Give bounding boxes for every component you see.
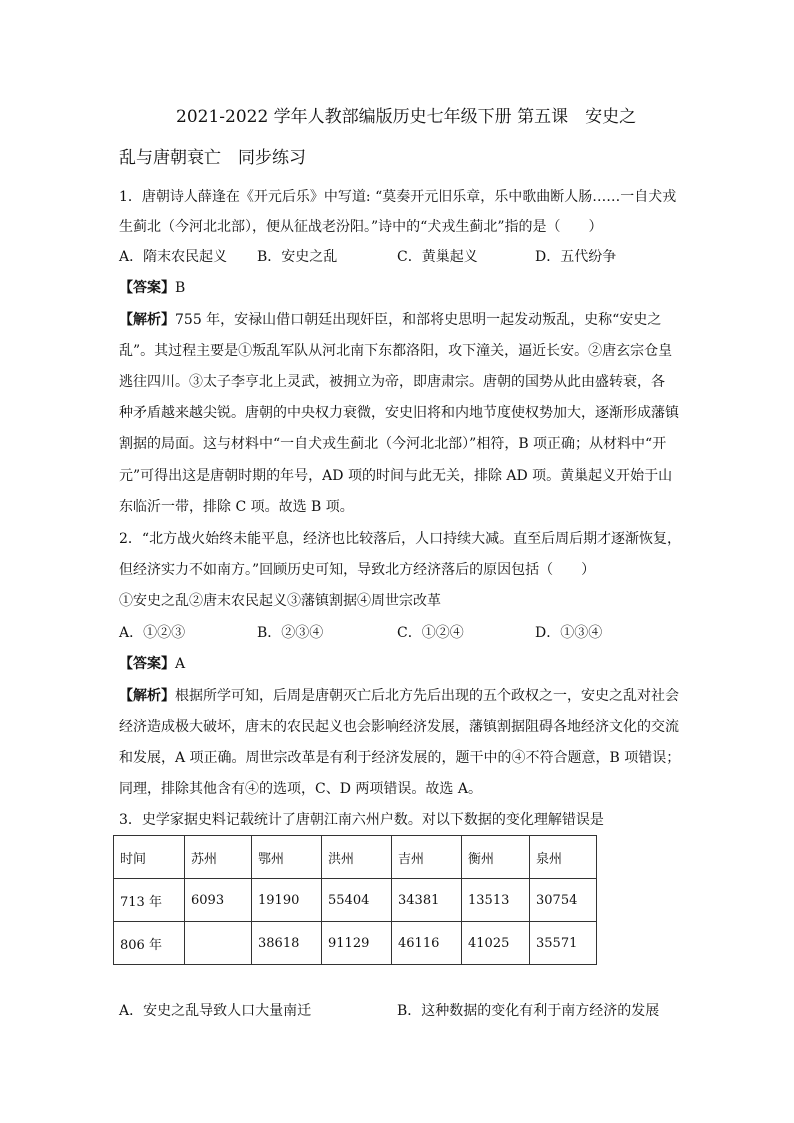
q1-options xyxy=(119,247,679,267)
q2-items: ①安史之乱②唐末农民起义③藩镇割据④周世宗改革 xyxy=(119,593,441,609)
q1-analysis-line2: 乱”。其过程主要是①叛乱军队从河北南下东都洛阳，攻下潼关，逼近长安。②唐玄宗仓皇 xyxy=(119,343,673,359)
q2-option-a: A．①②③ xyxy=(119,625,186,641)
q2-answer xyxy=(119,654,185,674)
q1-option-a: A．隋末农民起义 xyxy=(119,249,228,265)
table-header-row xyxy=(114,836,597,879)
table-cell: 35571 xyxy=(530,922,597,965)
table-cell: 713 年 xyxy=(114,879,185,922)
table-cell: 38618 xyxy=(252,922,322,965)
q2-analysis-line3: 和发展，A 项正确。周世宗改革是有利于经济发展的，题干中的④不符合题意，B 项错误； xyxy=(119,750,681,766)
table-header-cell: 衡州 xyxy=(462,836,530,879)
analysis-text: 755 年，安禄山借口朝廷出现奸臣，和部将史思明一起发动叛乱，史称“安史之 xyxy=(175,312,662,328)
table-cell: 13513 xyxy=(462,879,530,922)
q1-analysis-line3: 逃往四川。③太子李亨北上灵武，被拥立为帝，即唐肃宗。唐朝的国势从此由盛转衰，各 xyxy=(119,374,665,390)
table-header-cell: 洪州 xyxy=(322,836,392,879)
table-cell: 806 年 xyxy=(114,922,185,965)
table-header-cell: 鄂州 xyxy=(252,836,322,879)
q1-analysis-line6: 元”可得出这是唐朝时期的年号，AD 项的时间与此无关，排除 AD 项。黄巢起义开始于山 xyxy=(119,468,673,484)
table-header-cell: 泉州 xyxy=(530,836,597,879)
q3-option-a: A．安史之乱导致人口大量南迁 xyxy=(119,1003,312,1019)
analysis-tag: 【解析】 xyxy=(119,312,175,328)
q1-analysis-line5: 割据的局面。这与材料中“一自犬戎生蓟北（今河北北部）”相符，B 项正确；从材料中“开 xyxy=(119,436,667,452)
q1-answer xyxy=(119,278,185,298)
q2-analysis-line2: 经济造成极大破坏，唐末的农民起义也会影响经济发展，藩镇割据阻碍各地经济文化的交流 xyxy=(119,719,679,735)
q1-option-c: C．黄巢起义 xyxy=(397,249,478,265)
table-cell: 6093 xyxy=(185,879,252,922)
table-cell: 55404 xyxy=(322,879,392,922)
q1-stem-line1: 1．唐朝诗人薛逢在《开元后乐》中写道: “莫奏开元旧乐章，乐中歌曲断人肠……一自犬戎 xyxy=(119,189,677,205)
answer-value: B xyxy=(175,280,186,296)
table-cell: 46116 xyxy=(392,922,462,965)
answer-tag: 【答案】 xyxy=(119,280,175,296)
table-cell: 19190 xyxy=(252,879,322,922)
table-cell: 30754 xyxy=(530,879,597,922)
analysis-text: 根据所学可知，后周是唐朝灭亡后北方先后出现的五个政权之一，安史之乱对社会 xyxy=(175,688,679,704)
q2-option-b: B．②③④ xyxy=(257,625,324,641)
q1-option-d: D．五代纷争 xyxy=(535,249,617,265)
q3-options xyxy=(119,1001,679,1021)
table-cell: 34381 xyxy=(392,879,462,922)
table-header-cell: 吉州 xyxy=(392,836,462,879)
q2-stem-line2: 但经济实力不如南方。”回顾历史可知，导致北方经济落后的原因包括（ ） xyxy=(119,562,596,578)
table-row xyxy=(114,922,597,965)
table-cell: 91129 xyxy=(322,922,392,965)
q3-stem: 3．史学家据史料记载统计了唐朝江南六州户数。对以下数据的变化理解错误是 xyxy=(119,812,604,828)
q2-option-c: C．①②④ xyxy=(397,625,464,641)
q2-option-d: D．①③④ xyxy=(535,625,603,641)
table-header-cell: 时间 xyxy=(114,836,185,879)
table-header-cell: 苏州 xyxy=(185,836,252,879)
q1-analysis-line7: 东临沂一带，排除 C 项。故选 B 项。 xyxy=(119,499,354,515)
table-row xyxy=(114,879,597,922)
q3-option-b: B．这种数据的变化有利于南方经济的发展 xyxy=(397,1003,660,1019)
q2-analysis-line4: 同理，排除其他含有④的选项，C、D 两项错误。故选 A。 xyxy=(119,781,482,797)
household-table xyxy=(113,835,597,965)
q1-analysis-line4: 种矛盾越来越尖锐。唐朝的中央权力衰微，安史旧将和内地节度使权势加大，逐渐形成藩镇 xyxy=(119,405,679,421)
doc-title-line1: 2021-2022 学年人教部编版历史七年级下册 第五课 安史之 xyxy=(176,107,637,127)
q1-stem-line2: 生蓟北（今河北北部），便从征战老汾阳。”诗中的“犬戎生蓟北”指的是（ ） xyxy=(119,219,603,235)
q1-option-b: B．安史之乱 xyxy=(257,249,338,265)
analysis-tag: 【解析】 xyxy=(119,688,175,704)
answer-value: A xyxy=(175,656,186,672)
q1-analysis-line1 xyxy=(119,310,661,330)
table-cell xyxy=(185,922,252,965)
table-cell: 41025 xyxy=(462,922,530,965)
q2-options xyxy=(119,623,679,643)
doc-title-line2: 乱与唐朝衰亡 同步练习 xyxy=(119,148,306,168)
q2-stem-line1: 2．“北方战火始终未能平息，经济也比较落后，人口持续大减。直至后周后期才逐渐恢复， xyxy=(119,531,682,547)
q2-analysis-line1 xyxy=(119,686,679,706)
answer-tag: 【答案】 xyxy=(119,656,175,672)
